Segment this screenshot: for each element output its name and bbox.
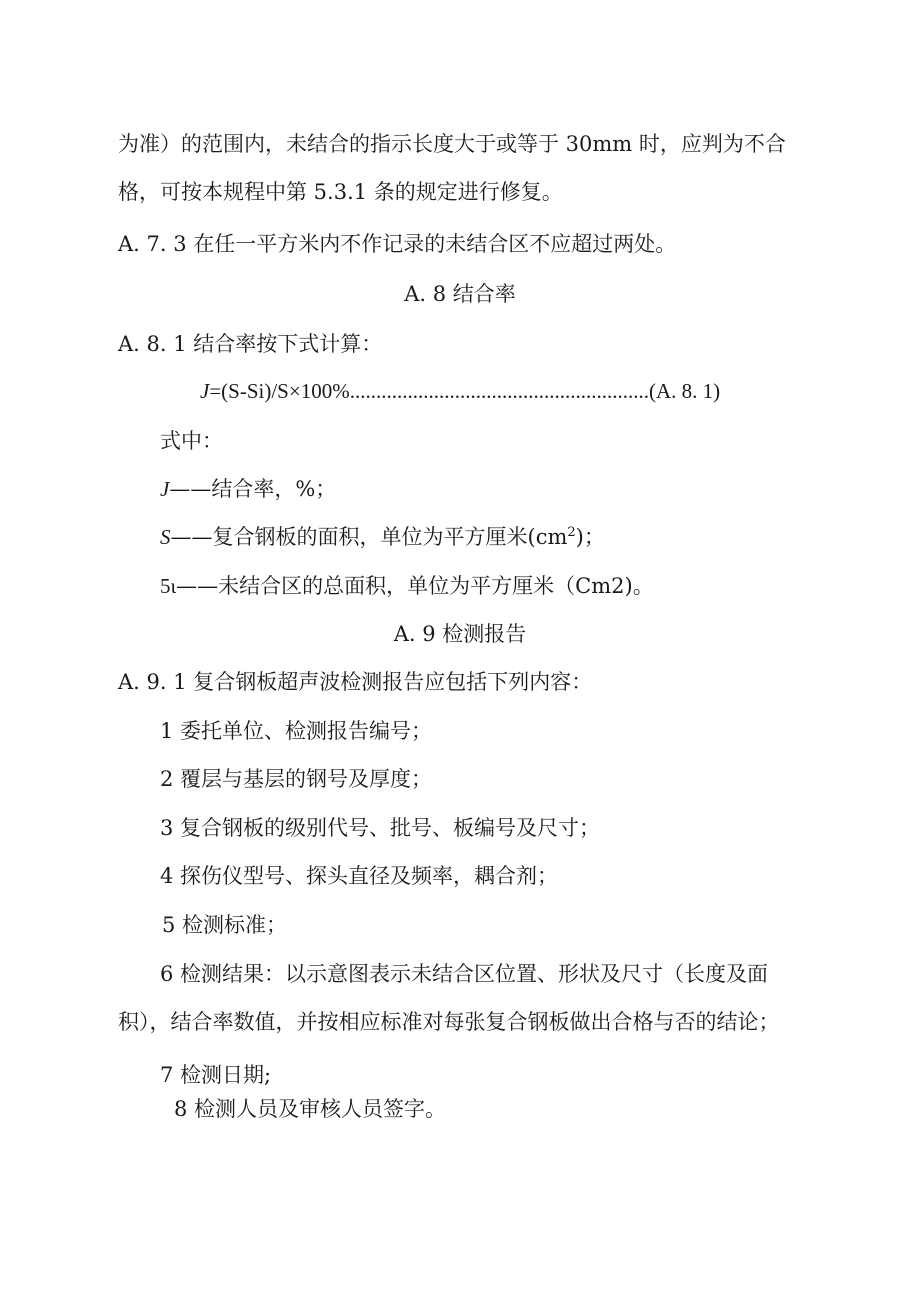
list-item: 1 委托单位、检测报告编号；	[160, 719, 433, 743]
clause-a73: A. 7. 3 在任一平方米内不作记录的未结合区不应超过两处。	[118, 232, 677, 256]
list-item: 2 覆层与基层的钢号及厚度；	[160, 767, 433, 791]
list-item: 5 检测标准；	[162, 913, 288, 937]
clause-a81: A. 8. 1 结合率按下式计算：	[118, 332, 383, 356]
definition-text: ——结合率，%；	[169, 477, 337, 501]
definition-s	[160, 523, 605, 551]
section-heading-a9: A. 9 检测报告	[393, 622, 527, 646]
definition-variable: J	[160, 477, 170, 501]
formula-variable: J	[200, 379, 210, 403]
list-item: 8 检测人员及审核人员签字。	[174, 1097, 447, 1121]
formula-expression: =(S-Si)/S×100%	[209, 379, 350, 403]
definition-text: ——复合钢板的面积，单位为平方厘米(cm	[170, 525, 568, 549]
definition-text-end: )；	[575, 525, 605, 549]
superscript: 2	[567, 525, 576, 540]
list-item: 4 探伤仪型号、探头直径及频率，耦合剂；	[160, 864, 559, 888]
list-item-continuation: 积），结合率数值，并按相应标准对每张复合钢板做出合格与否的结论；	[118, 1010, 780, 1034]
definition-variable: S	[160, 525, 171, 549]
definition-text: ——未结合区的总面积，单位为平方厘米（Cm2)。	[176, 574, 654, 598]
list-item: 7 检测日期;	[160, 1063, 272, 1087]
definition-si	[160, 572, 654, 600]
formula-leader-dots: .........................................................	[349, 379, 649, 403]
paragraph-line: 为准）的范围内，未结合的指示长度大于或等于 30mm 时，应判为不合	[118, 132, 786, 156]
definition-variable: 5ι	[160, 574, 177, 598]
list-item: 3 复合钢板的级别代号、批号、板编号及尺寸；	[160, 816, 601, 840]
section-heading-a8: A. 8 结合率	[404, 282, 516, 306]
list-item: 6 检测结果：以示意图表示未结合区位置、形状及尺寸（长度及面	[160, 962, 769, 986]
definition-j	[160, 475, 336, 503]
formula	[200, 377, 720, 405]
where-label: 式中：	[160, 429, 223, 453]
paragraph-line: 格，可按本规程中第 5.3.1 条的规定进行修复。	[118, 180, 563, 204]
clause-a91: A. 9. 1 复合钢板超声波检测报告应包括下列内容：	[118, 670, 593, 694]
formula-number: (A. 8. 1)	[648, 379, 721, 403]
